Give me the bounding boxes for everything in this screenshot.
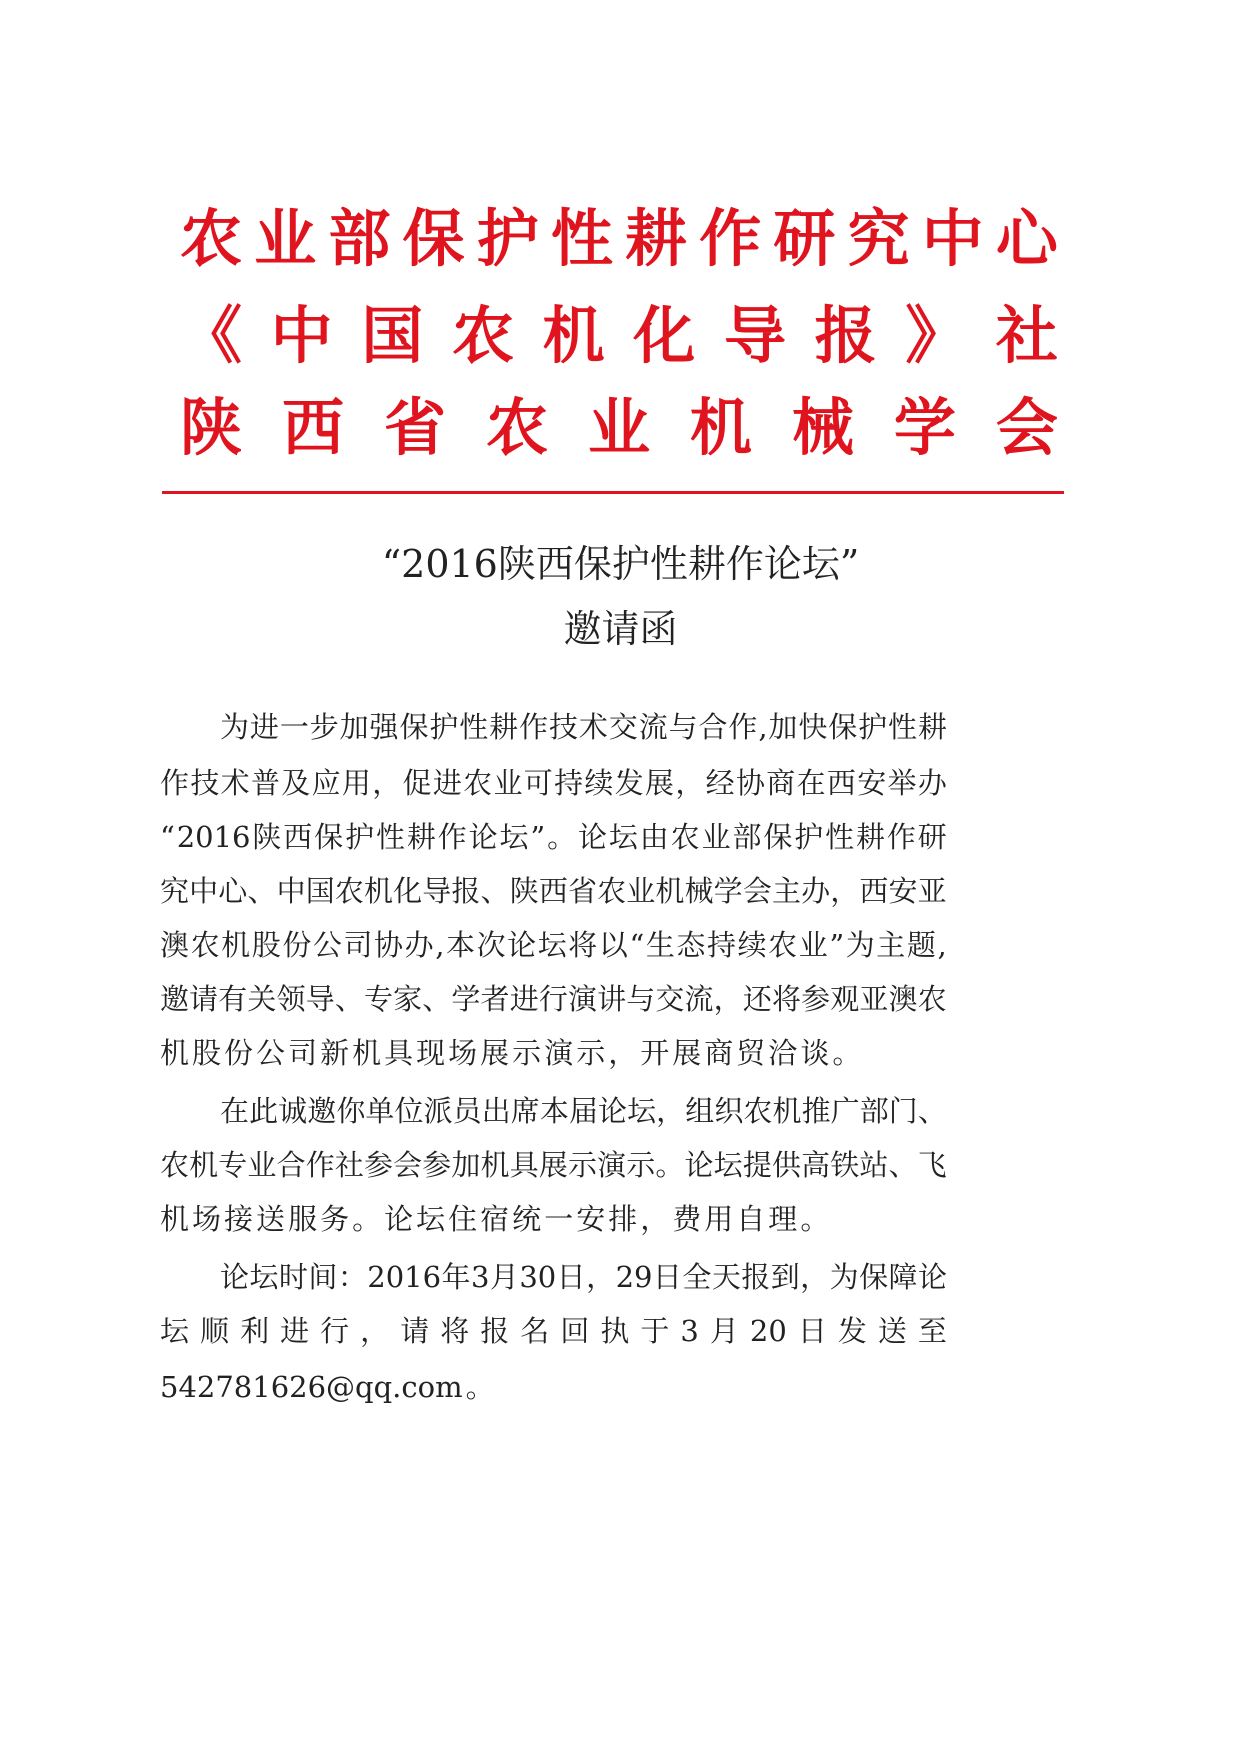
paragraph-1-line-3: “ 2016 陕 西 保 护 性 耕 作 论 坛 ” 。 论 坛 由 农 业 部 保 护 性 耕 作 研 — [160, 819, 947, 854]
paragraph-1-line-6: 邀 请 有 关 领 导 、 专 家 、 学 者 进 行 演 讲 与 交 流 ， 还 将 参 观 亚 澳 农 — [160, 981, 947, 1016]
paragraph-3-line-3: 542781626@qq.com 。 — [160, 1369, 495, 1404]
paragraph-1-line-2: 作 技 术 普 及 应 用 ， 促 进 农 业 可 持 续 发 展 ， 经 协 商 在 西 安 举 办 — [160, 765, 947, 800]
red-divider-line — [162, 491, 1064, 494]
paragraph-2-line-1: 在 此 诚 邀 你 单 位 派 员 出 席 本 届 论 坛 ， 组 织 农 机 推 广 部 门 、 — [220, 1093, 947, 1128]
paragraph-1-line-5: 澳 农 机 股 份 公 司 协 办 , 本 次 论 坛 将 以 “ 生 态 持 续 农 业 ” 为 主 题 , — [160, 927, 947, 962]
paragraph-1-line-1: 为 进 一 步 加 强 保 护 性 耕 作 技 术 交 流 与 合 作 , 加 快 保 护 性 耕 — [220, 709, 947, 744]
invitation-title: 邀请函 — [563, 607, 678, 651]
paragraph-3-line-1: 论 坛 时 间 ： 2016 年 3 月 30 日 ， 29 日 全 天 报 到 ， 为 保 障 论 — [220, 1259, 947, 1294]
paragraph-3-line-2: 坛 顺 利 进 行 ， 请 将 报 名 回 执 于 3 月 20 日 发 送 至 — [160, 1313, 947, 1348]
forum-title: “2016陕西保护性耕作论坛” — [381, 542, 860, 586]
paragraph-2-line-2: 农 机 专 业 合 作 社 参 会 参 加 机 具 展 示 演 示 。 论 坛 提 供 高 铁 站 、 飞 — [160, 1147, 947, 1182]
paragraph-1-line-7: 机 股 份 公 司 新 机 具 现 场 展 示 演 示 ， 开 展 商 贸 洽 谈 。 — [160, 1035, 862, 1070]
header-organization-2: 《 中 国 农 机 化 导 报 》 社 — [180, 299, 1058, 372]
paragraph-1-line-4: 究 中 心 、 中 国 农 机 化 导 报 、 陕 西 省 农 业 机 械 学 会 主 办 ， 西 安 亚 — [160, 873, 947, 908]
paragraph-2-line-3: 机 场 接 送 服 务 。 论 坛 住 宿 统 一 安 排 ， 费 用 自 理 。 — [160, 1201, 830, 1236]
header-organization-3: 陕 西 省 农 业 机 械 学 会 — [180, 391, 1058, 464]
header-organization-1: 农 业 部 保 护 性 耕 作 研 究 中 心 — [180, 202, 1058, 275]
